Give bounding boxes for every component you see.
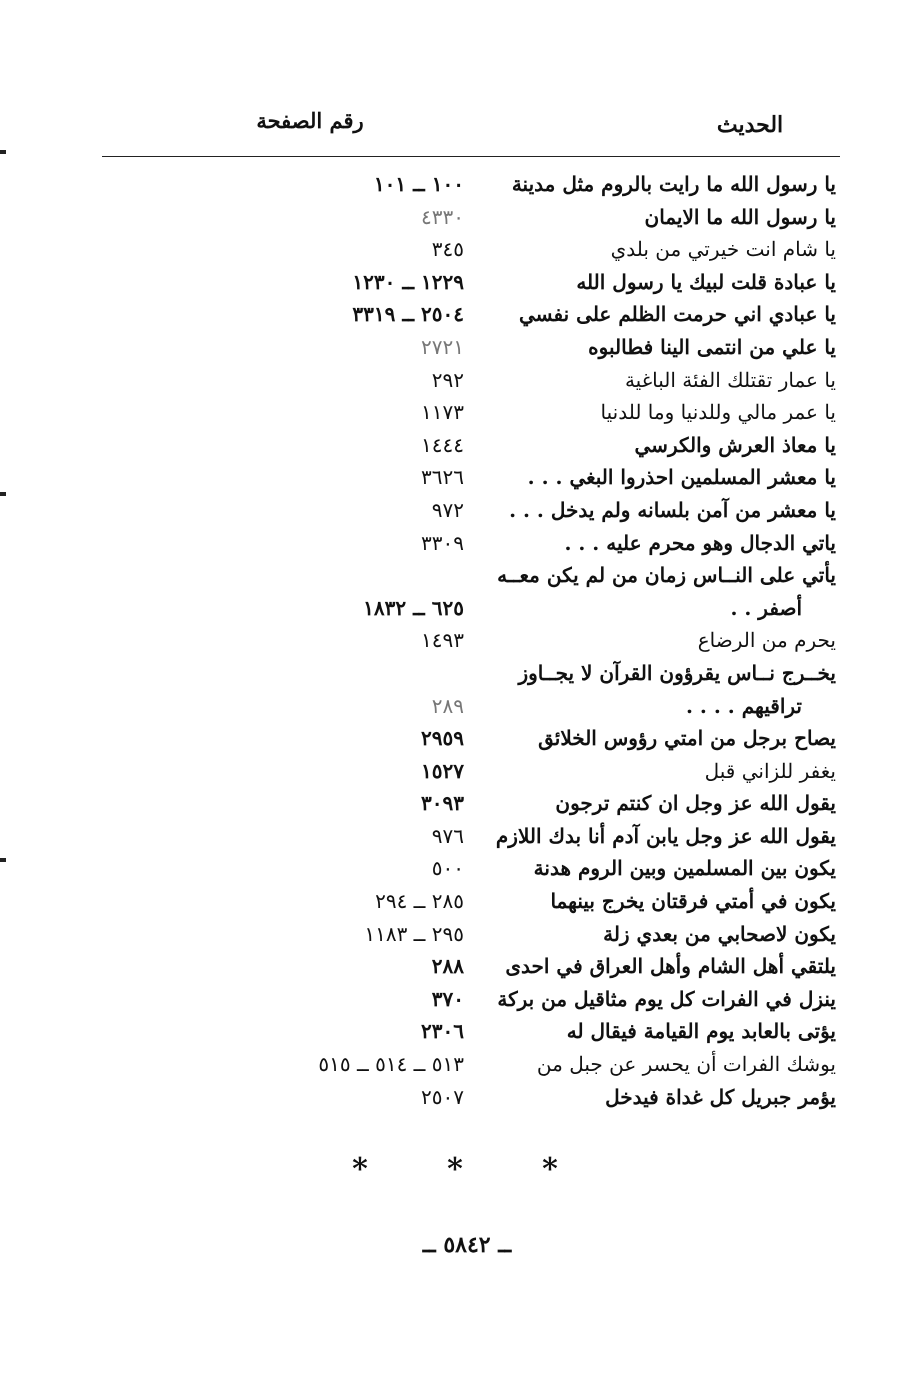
page-ref: ٢٨٨ xyxy=(431,954,464,979)
page-ref: ٩٧٦ xyxy=(431,823,464,848)
hadith-text: يا علي من انتمى الينا فطالبوه xyxy=(588,334,836,359)
page-number-column-heading: رقم الصفحة xyxy=(256,108,364,133)
hadith-text: يأتي على النــاس زمان من لم يكن معــه xyxy=(497,563,836,588)
index-row xyxy=(100,918,840,951)
hadith-text: يخــرج نــاس يقرؤون القرآن لا يجــاوز xyxy=(518,660,836,685)
hadith-text: تراقيهم . . . . xyxy=(686,693,802,718)
page-ref: ٢٣٠٦ xyxy=(421,1019,464,1044)
index-row xyxy=(100,787,840,820)
hadith-text: يا عبادي اني حرمت الظلم على نفسي xyxy=(518,302,836,327)
star-ornament: * xyxy=(542,1152,558,1187)
index-row-continuation xyxy=(100,592,840,625)
margin-mark xyxy=(0,150,6,154)
page-ref: ٣٣٠٩ xyxy=(421,530,464,555)
index-row xyxy=(100,331,840,364)
page-ref: ١٤٩٣ xyxy=(421,628,464,653)
hadith-text: يؤمر جبريل كل غداة فيدخل xyxy=(605,1084,836,1109)
index-row xyxy=(100,364,840,397)
hadith-text: يحرم من الرضاع xyxy=(697,628,836,653)
index-row xyxy=(100,852,840,885)
index-row xyxy=(100,755,840,788)
index-row xyxy=(100,1015,840,1048)
index-row xyxy=(100,201,840,234)
hadith-text: يا معاذ العرش والكرسي xyxy=(634,432,836,457)
hadith-text: يا رسول الله ما الايمان xyxy=(644,204,836,229)
index-row-continuation xyxy=(100,690,840,723)
header-divider xyxy=(102,156,840,157)
page-ref: ١٢٢٩ ــ ١٢٣٠ xyxy=(352,269,464,294)
margin-mark xyxy=(0,492,6,496)
hadith-text: يا معشر المسلمين احذروا البغي . . . xyxy=(527,465,836,490)
page-ref: ٢٩٥٩ xyxy=(421,726,464,751)
page-ref: ٦٢٥ ــ ١٨٣٢ xyxy=(363,595,464,620)
index-table xyxy=(100,168,840,1113)
hadith-text: يصاح برجل من امتي رؤوس الخلائق xyxy=(538,726,836,751)
hadith-text: ينزل في الفرات كل يوم مثاقيل من بركة xyxy=(497,986,836,1011)
page-ref: ١١٧٣ xyxy=(421,400,464,425)
page-ref: ١٤٤٤ xyxy=(421,432,464,457)
page-ref: ٣٤٥ xyxy=(431,237,464,262)
page-ref: ٢٩٢ xyxy=(431,367,464,392)
hadith-text: يا رسول الله ما رايت بالروم مثل مدينة xyxy=(511,172,836,196)
page-ref: ٢٥٠٤ ــ ٣٣١٩ xyxy=(352,302,464,327)
page-ref: ٢٨٩ xyxy=(431,693,464,718)
hadith-text: يقول الله عز وجل يابن آدم أنا بدك اللازم xyxy=(495,823,836,848)
page-ref: ٥٠٠ xyxy=(431,856,464,881)
index-row xyxy=(100,396,840,429)
page-ref: ١٥٢٧ xyxy=(421,758,464,783)
index-row xyxy=(100,624,840,657)
table-header xyxy=(100,108,840,152)
page-ref: ٢٥٠٧ xyxy=(421,1084,464,1109)
index-row xyxy=(100,722,840,755)
hadith-text: يكون لاصحابي من بعدي زلة xyxy=(603,921,836,946)
index-row xyxy=(100,298,840,331)
page-ref: ٣٧٠ xyxy=(431,986,464,1011)
hadith-text: يا معشر من آمن بلسانه ولم يدخل . . . xyxy=(509,497,836,522)
hadith-text: يا عمار تقتلك الفئة الباغية xyxy=(624,367,836,392)
hadith-text: يا عبادة قلت لبيك يا رسول الله xyxy=(576,269,836,294)
hadith-text: يا شام انت خيرتي من بلدي xyxy=(610,237,836,262)
hadith-text: ياتي الدجال وهو محرم عليه . . . xyxy=(564,530,836,555)
index-row xyxy=(100,559,840,592)
index-row xyxy=(100,266,840,299)
page-ref: ٥١٣ ــ ٥١٤ ــ ٥١٥ xyxy=(318,1052,464,1077)
margin-mark xyxy=(0,858,6,862)
hadith-text: يوشك الفرات أن يحسر عن جبل من xyxy=(536,1052,836,1077)
index-row xyxy=(100,461,840,494)
page-ref: ٢٧٢١ xyxy=(421,334,464,359)
page-ref: ٣٠٩٣ xyxy=(421,791,464,816)
index-row xyxy=(100,494,840,527)
page-ref: ١٠٠ ــ ١٠١ xyxy=(373,172,464,196)
page-ref: ٩٧٢ xyxy=(431,497,464,522)
index-row xyxy=(100,885,840,918)
index-row xyxy=(100,429,840,462)
page-ref: ٣٦٢٦ xyxy=(421,465,464,490)
hadith-text: أصفر . . xyxy=(730,595,802,620)
index-row xyxy=(100,820,840,853)
hadith-text: يغفر للزاني قبل xyxy=(704,758,836,783)
index-row xyxy=(100,527,840,560)
index-row xyxy=(100,983,840,1016)
hadith-text: يكون بين المسلمين وبين الروم هدنة xyxy=(533,856,836,881)
page-ref: ٢٩٥ ــ ١١٨٣ xyxy=(364,921,464,946)
index-row xyxy=(100,1081,840,1114)
page-ref: ٤٣٣٠ xyxy=(421,204,464,229)
index-row xyxy=(100,1048,840,1081)
hadith-text: يلتقي أهل الشام وأهل العراق في احدى xyxy=(505,954,836,979)
star-ornament: * xyxy=(352,1152,368,1187)
index-row xyxy=(100,168,840,201)
star-ornament: * xyxy=(447,1152,463,1187)
index-row xyxy=(100,950,840,983)
hadith-column-heading: الحديث xyxy=(716,112,784,138)
hadith-text: يقول الله عز وجل ان كنتم ترجون xyxy=(555,791,836,816)
hadith-text: يكون في أمتي فرقتان يخرج بينهما xyxy=(550,889,836,914)
page-number-footer: ــ ٥٨٤٢ ــ xyxy=(422,1232,512,1258)
page-ref: ٢٨٥ ــ ٢٩٤ xyxy=(375,889,464,914)
index-row xyxy=(100,657,840,690)
hadith-text: يا عمر مالي وللدنيا وما للدنيا xyxy=(600,400,836,425)
index-row xyxy=(100,233,840,266)
section-separator xyxy=(340,1153,570,1187)
hadith-text: يؤتى بالعابد يوم القيامة فيقال له xyxy=(566,1019,836,1044)
